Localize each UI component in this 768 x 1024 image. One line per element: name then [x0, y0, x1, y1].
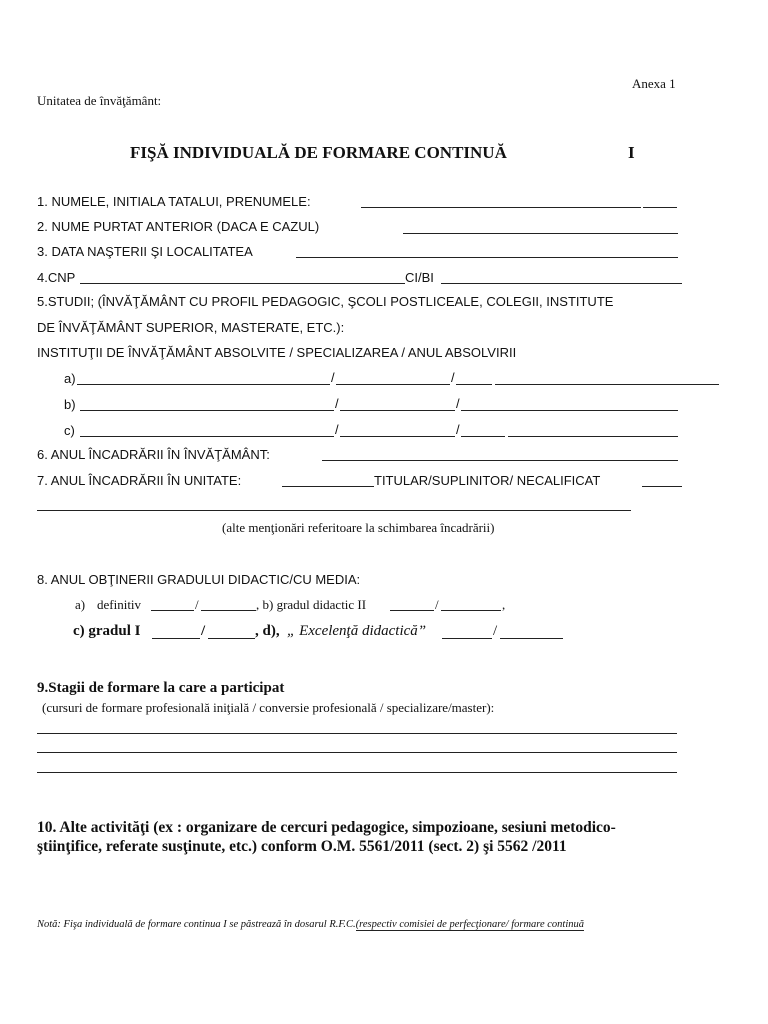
- field-4-ci-line[interactable]: [441, 283, 682, 284]
- slash: /: [456, 396, 460, 411]
- slash: /: [195, 597, 199, 612]
- section-9-line-1[interactable]: [37, 733, 677, 734]
- field-8b-grade-line[interactable]: [441, 610, 501, 611]
- field-4-ci-label: CI/BI: [405, 270, 434, 285]
- field-4-cnp-label: 4.CNP: [37, 270, 76, 285]
- field-8d-label: , d),: [255, 623, 280, 639]
- field-8a-year-line[interactable]: [151, 610, 194, 611]
- field-1-line-end[interactable]: [643, 207, 677, 208]
- field-1-line[interactable]: [361, 207, 641, 208]
- section-10-line1: 10. Alte activităţi (ex : organizare de cercuri pedagogice, simpozioane, sesiuni metodico-: [37, 819, 616, 836]
- field-5a-label: a): [64, 371, 76, 386]
- slash: /: [493, 623, 498, 639]
- field-5c-year-line[interactable]: [461, 436, 505, 437]
- field-5c-label: c): [64, 423, 75, 438]
- field-5a-extra-line[interactable]: [495, 384, 719, 385]
- field-7-extra-line[interactable]: [37, 510, 631, 511]
- section-9-line-3[interactable]: [37, 772, 677, 773]
- field-8-label: 8. ANUL OBŢINERII GRADULUI DIDACTIC/CU MEDIA:: [37, 572, 361, 587]
- field-4-cnp-line[interactable]: [80, 283, 405, 284]
- field-7-line[interactable]: [282, 486, 374, 487]
- field-8d-text: „ Excelenţă didactică”: [287, 623, 427, 639]
- field-3-line[interactable]: [296, 257, 678, 258]
- section-9-line-2[interactable]: [37, 752, 677, 753]
- school-label: Unitatea de învăţământ:: [37, 93, 162, 108]
- field-8c-year-line[interactable]: [152, 638, 200, 639]
- field-1-label: 1. NUMELE, INITIALA TATALUI, PRENUMELE:: [37, 194, 311, 209]
- form-title-roman: I: [628, 143, 635, 162]
- slash: /: [456, 422, 460, 437]
- field-5b-label: b): [64, 397, 76, 412]
- slash: /: [331, 370, 335, 385]
- field-5c-extra-line[interactable]: [508, 436, 678, 437]
- slash: /: [335, 422, 339, 437]
- field-8a-prefix: a): [75, 597, 86, 612]
- slash: /: [435, 597, 439, 612]
- field-5a-institution-line[interactable]: [77, 384, 330, 385]
- field-3-label: 3. DATA NAŞTERII ŞI LOCALITATEA: [37, 244, 253, 259]
- field-5a-specialization-line[interactable]: [336, 384, 450, 385]
- field-7-note: (alte menţionări referitoare la schimbarea încadrării): [222, 520, 495, 535]
- field-5-line1: 5.STUDII; (ÎNVĂŢĂMÂNT CU PROFIL PEDAGOGIC, ŞCOLI POSTLICEALE, COLEGII, INSTITUTE: [37, 294, 614, 309]
- field-8c-label: c) gradul I: [73, 623, 141, 639]
- field-8a-definitiv: definitiv: [97, 597, 142, 612]
- field-7-label: 7. ANUL ÎNCADRĂRII ÎN UNITATE:: [37, 473, 242, 488]
- footer-note-underlined: (respectiv comisiei de perfecţionare/ formare continuă: [355, 919, 585, 930]
- footer-note-text: Notă: Fişa individuală de formare continua I se păstrează în dosarul R.F.C.: [37, 919, 356, 930]
- slash: /: [201, 623, 206, 639]
- field-2-label: 2. NUME PURTAT ANTERIOR (DACA E CAZUL): [37, 219, 320, 234]
- field-8c-grade-line[interactable]: [208, 638, 255, 639]
- section-10-line2: ştiinţifice, referate susţinute, etc.) conform O.M. 5561/2011 (sect. 2) şi 5562 /2011: [37, 838, 567, 855]
- field-5b-specialization-line[interactable]: [340, 410, 455, 411]
- slash: /: [335, 396, 339, 411]
- field-5a-year-line[interactable]: [456, 384, 492, 385]
- field-8a-grade-line[interactable]: [201, 610, 256, 611]
- field-8d-grade-line[interactable]: [500, 638, 563, 639]
- field-8b-year-line[interactable]: [390, 610, 434, 611]
- field-7-status-line[interactable]: [642, 486, 682, 487]
- field-2-line[interactable]: [403, 233, 678, 234]
- footer-note: [37, 919, 584, 930]
- field-5c-institution-line[interactable]: [80, 436, 334, 437]
- field-5-line2: DE ÎNVĂŢĂMÂNT SUPERIOR, MASTERATE, ETC.):: [37, 320, 345, 335]
- field-5-line3: INSTITUŢII DE ÎNVĂŢĂMÂNT ABSOLVITE / SPECIALIZAREA / ANUL ABSOLVIRII: [37, 345, 517, 360]
- comma: ,: [502, 597, 506, 612]
- field-5b-year-line[interactable]: [461, 410, 678, 411]
- field-8d-year-line[interactable]: [442, 638, 492, 639]
- field-8b-label: , b) gradul didactic II: [256, 597, 367, 612]
- section-9-title: 9.Stagii de formare la care a participat: [37, 680, 285, 696]
- field-6-line[interactable]: [322, 460, 678, 461]
- slash: /: [451, 370, 455, 385]
- field-6-label: 6. ANUL ÎNCADRĂRII ÎN ÎNVĂŢĂMÂNT:: [37, 447, 270, 462]
- section-9-subtitle: (cursuri de formare profesională iniţială / conversie profesională / specializare/master):: [42, 700, 495, 715]
- annex-label: Anexa 1: [632, 76, 676, 91]
- form-title: FIŞĂ INDIVIDUALĂ DE FORMARE CONTINUĂ: [130, 143, 507, 162]
- field-7-status: TITULAR/SUPLINITOR/ NECALIFICAT: [374, 473, 601, 488]
- field-5b-institution-line[interactable]: [80, 410, 334, 411]
- field-5c-specialization-line[interactable]: [340, 436, 455, 437]
